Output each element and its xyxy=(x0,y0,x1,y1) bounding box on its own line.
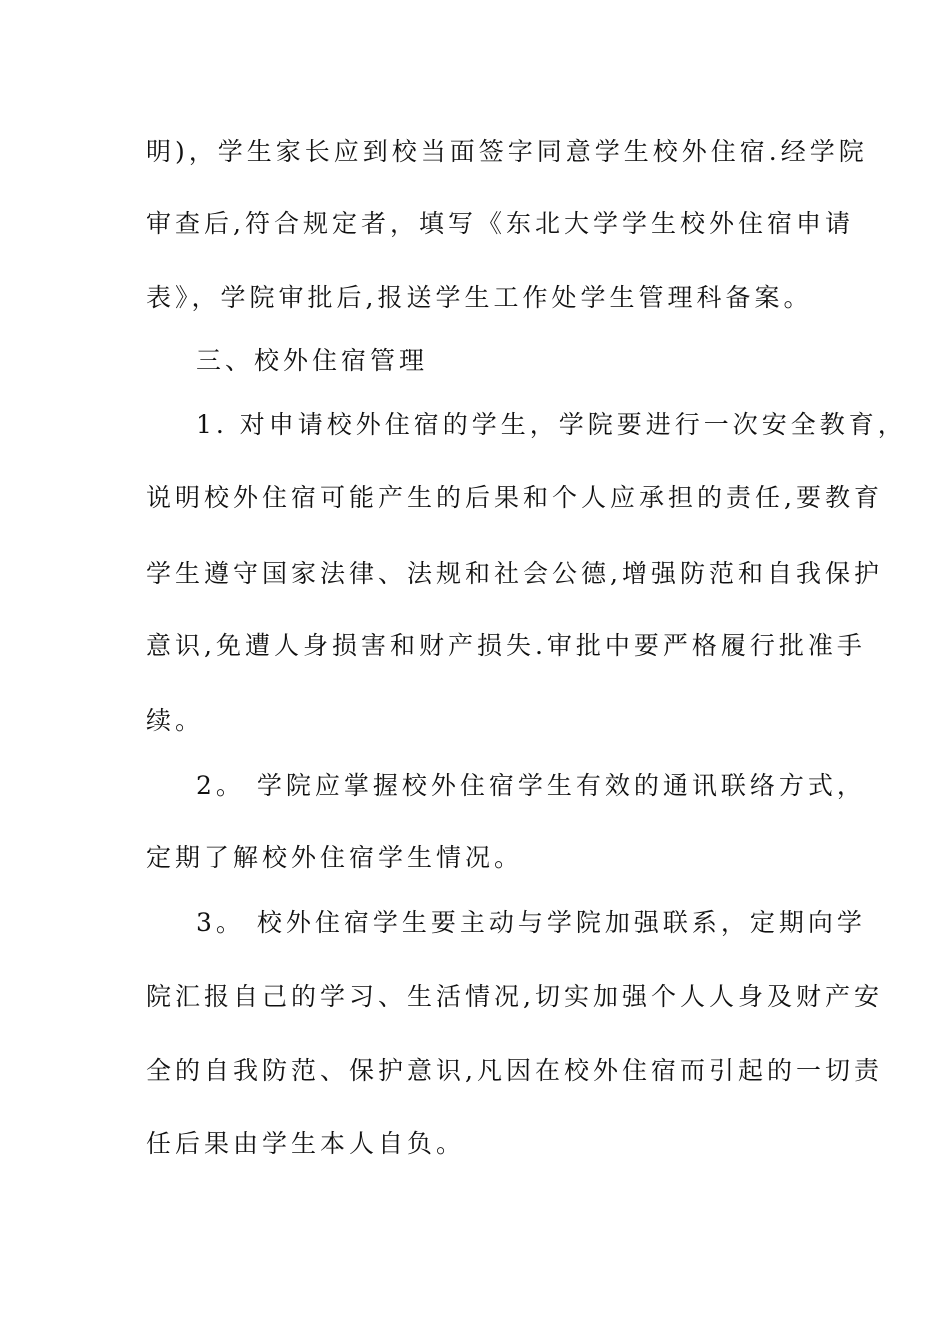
text-line: 1. 对申请校外住宿的学生，学院要进行一次安全教育， xyxy=(196,410,907,439)
text-line: 意识,免遭人身损害和财产损失.审批中要严格履行批准手 xyxy=(146,631,866,660)
text-line: 审查后,符合规定者，填写《东北大学学生校外住宿申请 xyxy=(146,209,854,238)
text-line: 定期了解校外住宿学生情况。 xyxy=(146,843,524,872)
text-line: 表》，学院审批后,报送学生工作处学生管理科备案。 xyxy=(146,283,813,312)
text-line: 3。 校外住宿学生要主动与学院加强联系，定期向学 xyxy=(196,908,866,937)
text-line: 明)，学生家长应到校当面签字同意学生校外住宿.经学院 xyxy=(146,137,868,166)
text-line: 任后果由学生本人自负。 xyxy=(146,1129,466,1158)
text-line: 2。 学院应掌握校外住宿学生有效的通讯联络方式， xyxy=(196,771,866,800)
text-line: 全的自我防范、保护意识,凡因在校外住宿而引起的一切责 xyxy=(146,1056,883,1085)
section-heading: 三、校外住宿管理 xyxy=(196,346,429,375)
text-line: 学生遵守国家法律、法规和社会公德,增强防范和自我保护 xyxy=(146,559,883,588)
text-line: 院汇报自己的学习、生活情况,切实加强个人人身及财产安 xyxy=(146,982,883,1011)
text-line: 说明校外住宿可能产生的后果和个人应承担的责任,要教育 xyxy=(146,483,883,512)
text-line: 续。 xyxy=(146,706,205,735)
